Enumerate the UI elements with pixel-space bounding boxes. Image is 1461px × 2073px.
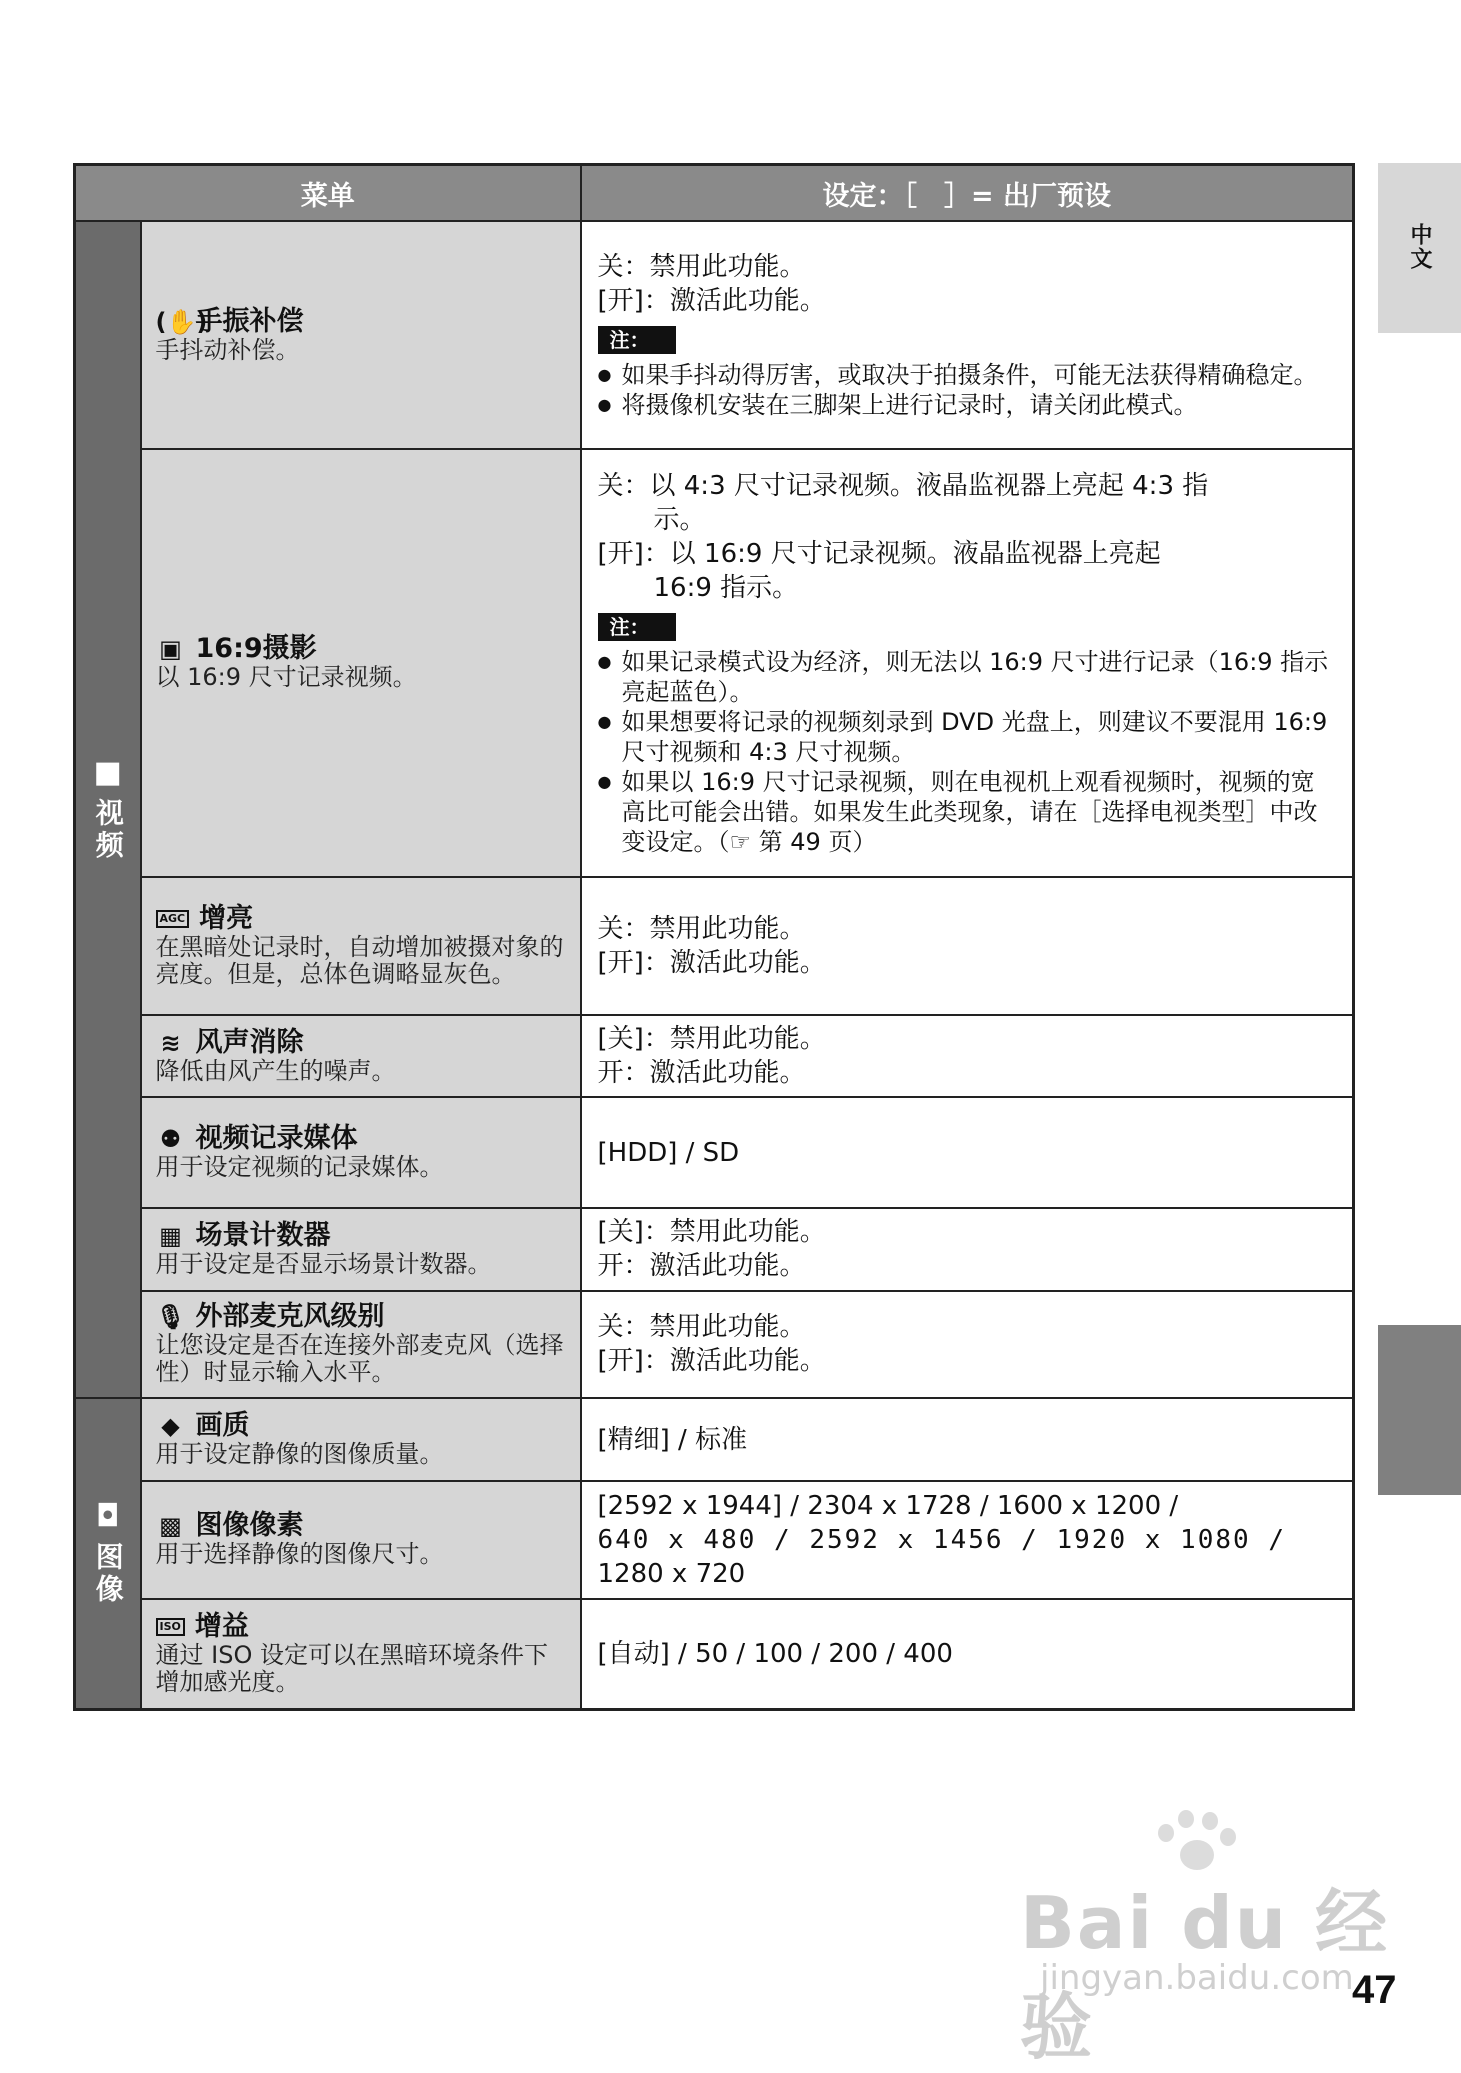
setting-quality <box>581 1398 1354 1481</box>
setting-line: 640 x 480 / 2592 x 1456 / 1920 x 1080 / <box>597 1524 1286 1555</box>
item-desc: 以 16:9 尺寸记录视频。 <box>155 663 417 692</box>
agc-icon: AGC <box>156 910 190 928</box>
media-icon: ⚉ <box>159 1125 182 1154</box>
setting-gain-up <box>581 877 1354 1015</box>
setting-mic-level <box>581 1291 1354 1399</box>
settings-table <box>73 163 1355 1711</box>
item-desc: 让您设定是否在连接外部麦克风（选择性）时显示输入水平。 <box>155 1331 564 1387</box>
note-item: ● 如果手抖动得厉害，或取决于拍摄条件，可能无法获得精确稳定。 <box>598 360 1337 390</box>
menu-item-stabilizer[interactable] <box>141 221 581 449</box>
section-marker-tab <box>1378 1325 1461 1495</box>
item-title: 风声消除 <box>195 1026 304 1058</box>
setting-line: [关]：禁用此功能。 <box>597 1024 826 1054</box>
note-item: ● 如果记录模式设为经济，则无法以 16:9 尺寸进行记录（16:9 指示亮起蓝色）。 <box>598 647 1337 707</box>
hand-shake-icon: (✋) <box>155 307 208 336</box>
note-badge: 注： <box>598 613 676 641</box>
setting-image-size <box>581 1481 1354 1599</box>
menu-item-widescreen[interactable] <box>141 449 581 877</box>
setting-line: 开：激活此功能。 <box>597 1058 806 1088</box>
item-desc: 手抖动补偿。 <box>155 335 300 364</box>
page-number: 47 <box>1352 1968 1397 2012</box>
item-title: 增亮 <box>199 902 254 934</box>
setting-line: [开]：以 16:9 尺寸记录视频。液晶监视器上亮起 <box>597 538 1161 569</box>
note-item: ● 将摄像机安装在三脚架上进行记录时，请关闭此模式。 <box>598 390 1337 420</box>
watermark-brand: Bai du 经验 <box>1020 1881 1390 2069</box>
item-desc: 用于设定视频的记录媒体。 <box>155 1153 444 1182</box>
setting-iso <box>581 1599 1354 1710</box>
item-title: 手振补偿 <box>195 305 304 337</box>
item-desc: 通过 ISO 设定可以在黑暗环境条件下增加感光度。 <box>155 1640 548 1696</box>
setting-line: [开]：激活此功能。 <box>597 1346 826 1377</box>
setting-scene-counter <box>581 1208 1354 1291</box>
microphone-icon: 🎙 <box>155 1303 186 1332</box>
item-desc: 降低由风产生的噪声。 <box>155 1056 396 1085</box>
item-title: 外部麦克风级别 <box>195 1301 385 1333</box>
menu-item-video-media[interactable] <box>141 1097 581 1208</box>
setting-line: [开]：激活此功能。 <box>597 286 826 317</box>
item-title: 图像像素 <box>195 1510 304 1542</box>
setting-line: 关：禁用此功能。 <box>597 1312 806 1343</box>
setting-line: 示。 <box>653 504 706 535</box>
setting-line: [精细] / 标准 <box>597 1424 748 1455</box>
menu-item-wind-cut[interactable] <box>141 1015 581 1098</box>
setting-line: [开]：激活此功能。 <box>597 947 826 978</box>
setting-line: [自动] / 50 / 100 / 200 / 400 <box>597 1638 953 1669</box>
setting-line: [HDD] / SD <box>597 1137 740 1168</box>
header-menu: 菜单 <box>75 165 581 222</box>
item-desc: 用于设定静像的图像质量。 <box>155 1440 444 1469</box>
item-desc: 在黑暗处记录时，自动增加被摄对象的亮度。但是，总体色调略显灰色。 <box>155 932 564 988</box>
setting-line: 开：激活此功能。 <box>597 1251 806 1282</box>
item-title: 16:9摄影 <box>195 633 317 665</box>
setting-line: 关：禁用此功能。 <box>597 913 806 944</box>
item-title: 画质 <box>195 1410 250 1442</box>
setting-line: 关：禁用此功能。 <box>597 252 806 283</box>
setting-line: 关：以 4:3 尺寸记录视频。液晶监视器上亮起 4:3 指 <box>597 470 1209 501</box>
iso-icon: ISO <box>156 1618 185 1636</box>
menu-item-iso[interactable] <box>141 1599 581 1710</box>
item-title: 增益 <box>194 1610 249 1642</box>
watermark-url: jingyan.baidu.com <box>1040 1958 1354 1998</box>
setting-line: [关]：禁用此功能。 <box>597 1217 826 1248</box>
note-item: ● 如果以 16:9 尺寸记录视频，则在电视机上观看视频时，视频的宽高比可能会出错。如果发生此类现象，请在［选择电视类型］中改变设定。（☞ 第 49 页） <box>598 767 1337 857</box>
menu-item-image-size[interactable] <box>141 1481 581 1599</box>
setting-widescreen <box>581 449 1354 877</box>
category-video <box>75 221 141 1398</box>
widescreen-icon: ▣ <box>159 635 182 664</box>
item-desc: 用于设定是否显示场景计数器。 <box>155 1249 492 1278</box>
header-setting: 设定：［ ］= 出厂预设 <box>581 165 1354 222</box>
item-desc: 用于选择静像的图像尺寸。 <box>155 1540 444 1569</box>
quality-icon: ◆ <box>161 1412 180 1441</box>
menu-item-mic-level[interactable] <box>141 1291 581 1399</box>
setting-line: 16:9 指示。 <box>653 572 799 603</box>
menu-item-gain-up[interactable] <box>141 877 581 1015</box>
language-tab <box>1378 163 1461 333</box>
setting-stabilizer <box>581 221 1354 449</box>
setting-line: 1280 x 720 <box>597 1558 746 1589</box>
wind-icon: ≋ <box>160 1028 181 1057</box>
category-still-label: 图像 <box>91 1541 125 1606</box>
item-title: 视频记录媒体 <box>195 1123 358 1155</box>
item-title: 场景计数器 <box>195 1219 331 1251</box>
category-still <box>75 1398 141 1709</box>
category-video-label: 视频 <box>91 797 125 862</box>
note-badge: 注： <box>598 326 676 354</box>
setting-video-media <box>581 1097 1354 1208</box>
camera-icon: ◘ <box>95 1498 120 1534</box>
scene-counter-icon: ▦ <box>159 1221 182 1250</box>
menu-item-quality[interactable] <box>141 1398 581 1481</box>
setting-wind-cut <box>581 1015 1354 1098</box>
image-size-icon: ▩ <box>159 1512 182 1541</box>
setting-line: [2592 x 1944] / 2304 x 1728 / 1600 x 1200 / <box>597 1490 1179 1521</box>
video-camera-icon: ■ <box>93 754 122 790</box>
language-tab-label: 中文 <box>1407 223 1432 271</box>
note-item: ● 如果想要将记录的视频刻录到 DVD 光盘上，则建议不要混用 16:9 尺寸视频和 4:3 尺寸视频。 <box>598 707 1337 767</box>
menu-item-scene-counter[interactable] <box>141 1208 581 1291</box>
